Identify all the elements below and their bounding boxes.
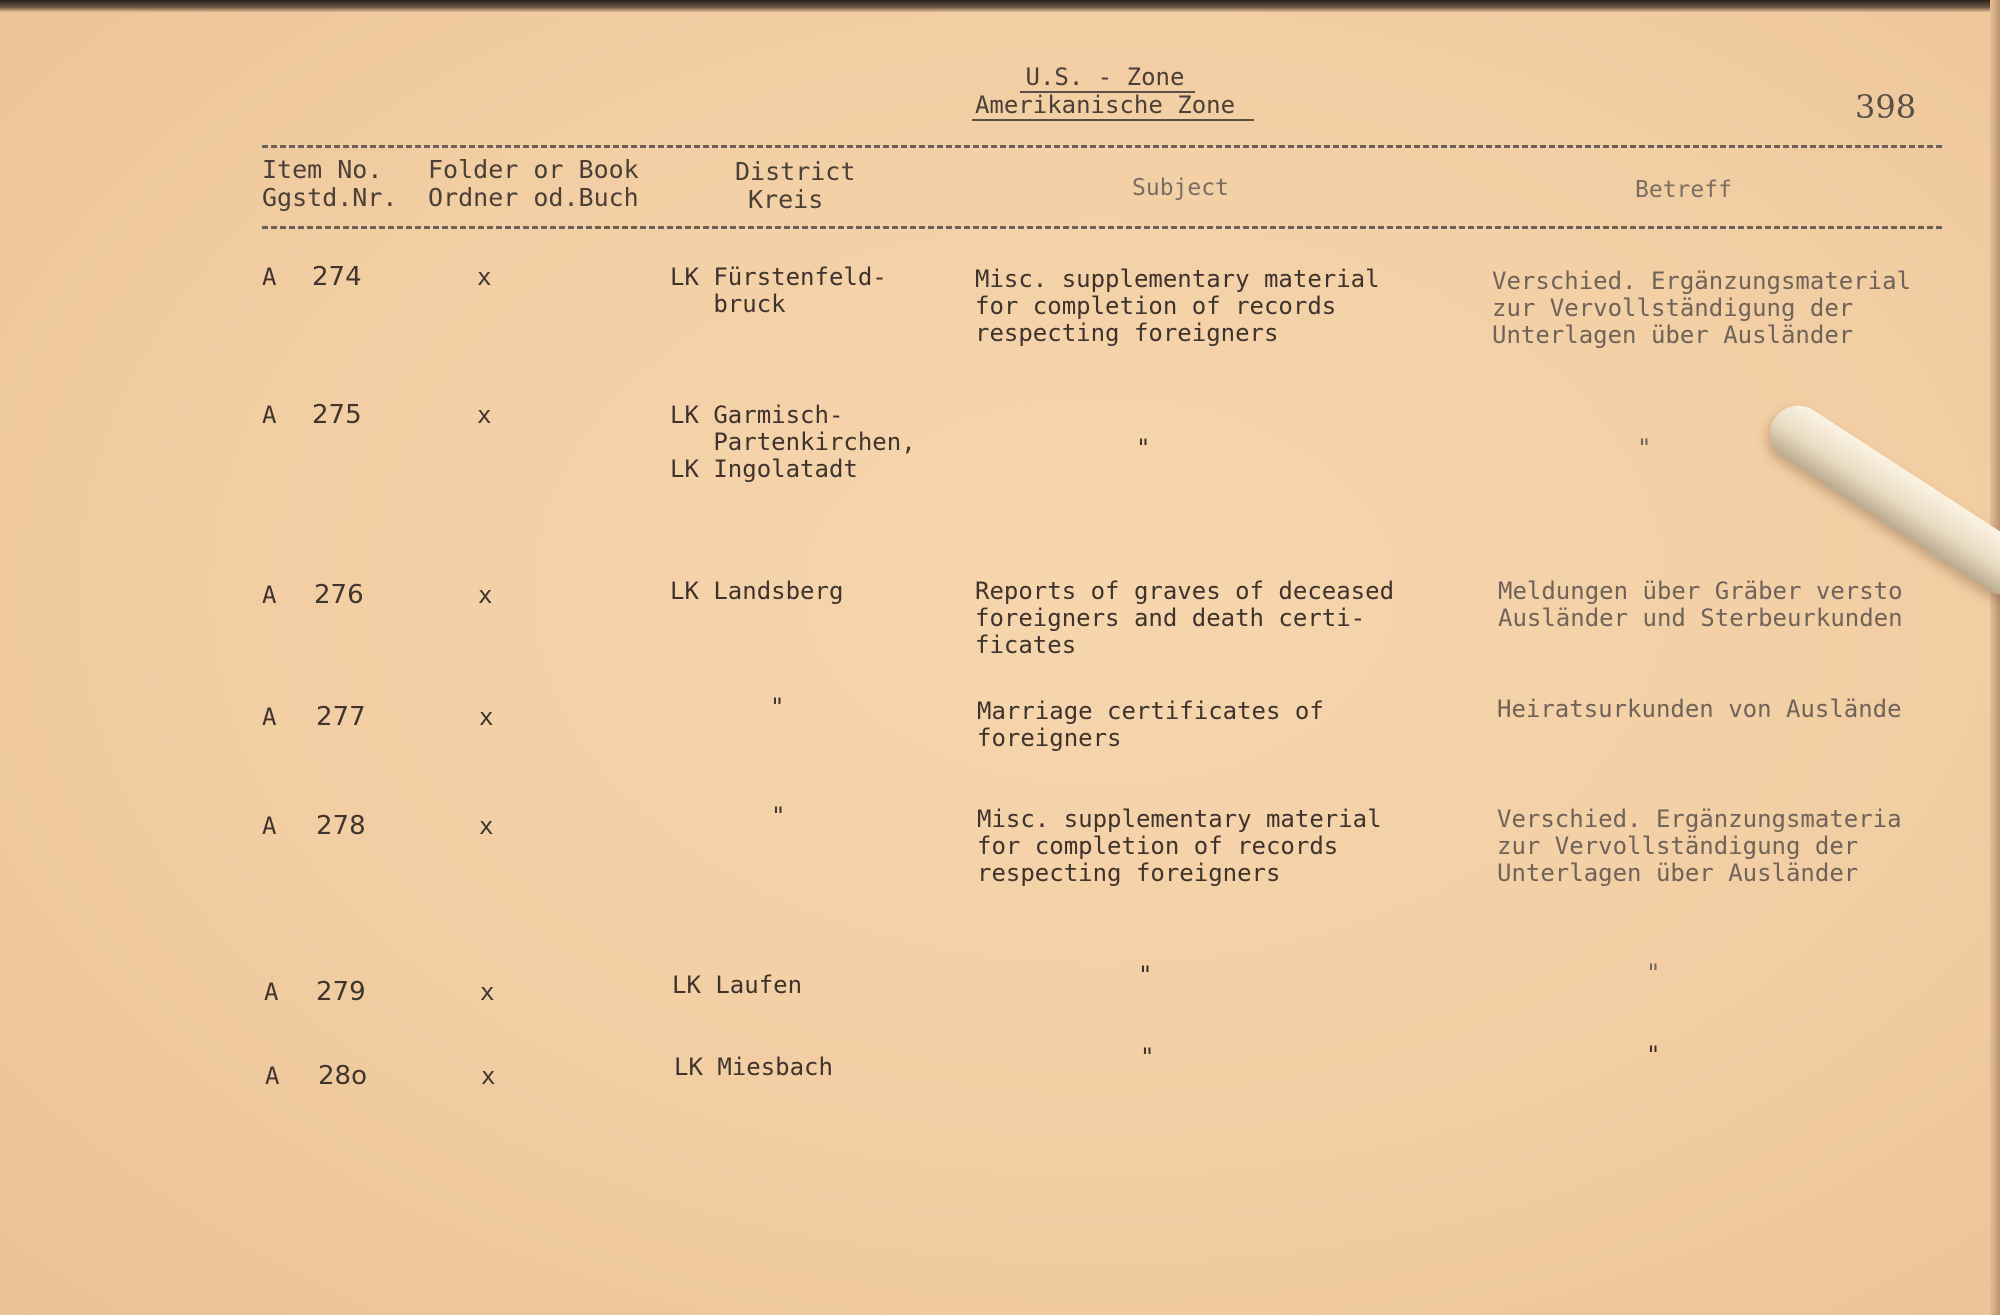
pencil-pointer bbox=[1760, 395, 2000, 605]
column-header-district-de: Kreis bbox=[748, 185, 824, 214]
row-prefix: A bbox=[262, 401, 277, 429]
row-number: 276 bbox=[314, 580, 364, 610]
row-prefix: A bbox=[265, 1062, 280, 1090]
row-district-line: LK Ingolatadt bbox=[670, 455, 858, 483]
row-district-line: LK Fürstenfeld- bbox=[670, 263, 887, 291]
row-number: 277 bbox=[316, 702, 366, 732]
row-prefix: A bbox=[262, 263, 277, 291]
row-district-line: LK Laufen bbox=[672, 971, 803, 999]
row-subject-line: foreigners and death certi- bbox=[975, 604, 1366, 632]
row-subject-line: for completion of records bbox=[977, 832, 1339, 860]
zone-title-de: Amerikanische Zone bbox=[974, 91, 1236, 119]
row-betreff-line: Heiratsurkunden von Auslände bbox=[1497, 695, 1902, 723]
header-bottom-rule bbox=[262, 226, 1942, 229]
row-betreff-line: zur Vervollständigung der bbox=[1492, 294, 1854, 322]
row-betreff-line: Verschied. Ergänzungsmaterial bbox=[1492, 267, 1912, 295]
zone-title-en: U.S. - Zone bbox=[1025, 63, 1185, 91]
row-number: 274 bbox=[312, 262, 362, 292]
row-prefix: A bbox=[262, 703, 277, 731]
row-prefix: A bbox=[262, 581, 277, 609]
row-subject-line: respecting foreigners bbox=[977, 859, 1281, 887]
row-subject-line: respecting foreigners bbox=[975, 319, 1279, 347]
zone-title-underline-2 bbox=[972, 119, 1254, 121]
header-top-rule bbox=[262, 145, 1942, 148]
row-district-line: LK Miesbach bbox=[674, 1053, 833, 1081]
row-prefix: A bbox=[262, 812, 277, 840]
row-betreff-line: Meldungen über Gräber versto bbox=[1498, 577, 1903, 605]
row-district-line: LK Garmisch- bbox=[670, 401, 844, 429]
row-subject-line: foreigners bbox=[977, 724, 1122, 752]
row-folder-mark: x bbox=[479, 812, 494, 840]
column-header-betreff: Betreff bbox=[1635, 177, 1732, 203]
row-folder-mark: x bbox=[477, 401, 492, 429]
row-district-line: bruck bbox=[670, 290, 786, 318]
row-betreff-ditto: " bbox=[1637, 434, 1652, 462]
row-number: 279 bbox=[316, 977, 366, 1007]
row-district-ditto: " bbox=[771, 802, 786, 830]
row-subject-line: for completion of records bbox=[975, 292, 1337, 320]
column-header-subject: Subject bbox=[1132, 175, 1229, 201]
column-header-folder-de: Ordner od.Buch bbox=[428, 183, 639, 212]
row-betreff-line: Unterlagen über Ausländer bbox=[1497, 859, 1859, 887]
row-betreff-line: Ausländer und Sterbeurkunden bbox=[1498, 604, 1903, 632]
row-district-ditto: " bbox=[770, 693, 785, 721]
column-header-item-de: Ggstd.Nr. bbox=[262, 183, 398, 212]
row-betreff-ditto: " bbox=[1646, 1041, 1661, 1069]
row-folder-mark: x bbox=[478, 581, 493, 609]
row-number: 278 bbox=[316, 811, 366, 841]
row-betreff-line: Unterlagen über Ausländer bbox=[1492, 321, 1854, 349]
row-number: 275 bbox=[312, 400, 362, 430]
page-right-edge bbox=[1990, 0, 2000, 1315]
row-subject-line: Reports of graves of deceased bbox=[975, 577, 1395, 605]
row-betreff-line: Verschied. Ergänzungsmateria bbox=[1497, 805, 1902, 833]
row-folder-mark: x bbox=[477, 263, 492, 291]
row-subject-ditto: " bbox=[1138, 961, 1153, 989]
row-betreff-ditto: " bbox=[1646, 959, 1661, 987]
column-header-item-en: Item No. bbox=[262, 155, 383, 184]
page-number: 398 bbox=[1855, 88, 1917, 126]
column-header-district-en: District bbox=[735, 157, 856, 186]
row-prefix: A bbox=[264, 978, 279, 1006]
row-district-line: Partenkirchen, bbox=[670, 428, 916, 456]
row-betreff-line: zur Vervollständigung der bbox=[1497, 832, 1859, 860]
row-number: 28o bbox=[318, 1061, 367, 1091]
row-folder-mark: x bbox=[480, 978, 495, 1006]
row-subject-ditto: " bbox=[1136, 434, 1151, 462]
row-folder-mark: x bbox=[481, 1062, 496, 1090]
row-district-line: LK Landsberg bbox=[670, 577, 844, 605]
row-subject-line: ficates bbox=[975, 631, 1077, 659]
row-subject-line: Misc. supplementary material bbox=[975, 265, 1380, 293]
row-folder-mark: x bbox=[479, 703, 494, 731]
page-top-edge bbox=[0, 0, 2000, 12]
row-subject-line: Marriage certificates of bbox=[977, 697, 1324, 725]
row-subject-line: Misc. supplementary material bbox=[977, 805, 1382, 833]
column-header-folder-en: Folder or Book bbox=[428, 155, 639, 184]
row-subject-ditto: " bbox=[1140, 1043, 1155, 1071]
